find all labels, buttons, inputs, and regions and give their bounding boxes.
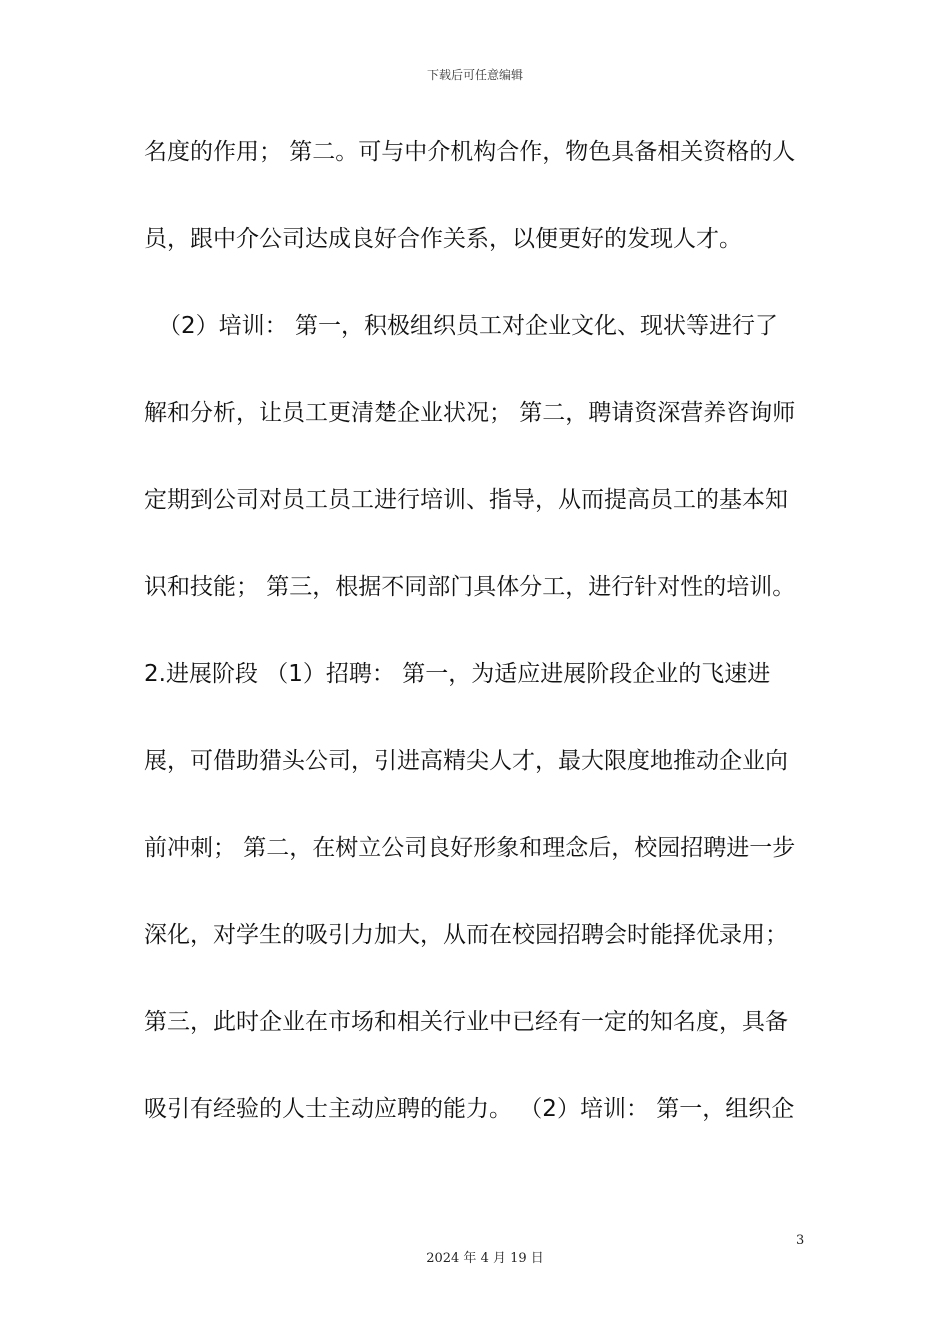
text-line: 展，可借助猎头公司，引进高精尖人才，最大限度地推动企业向 <box>144 748 788 774</box>
text-line: 2.进展阶段 （1）招聘： 第一，为适应进展阶段企业的飞速进 <box>144 661 771 687</box>
text-line: 解和分析，让员工更清楚企业状况； 第二，聘请资深营养咨询师 <box>144 400 796 426</box>
text-line: 前冲刺； 第二，在树立公司良好形象和理念后，校园招聘进一步 <box>144 835 796 861</box>
footer-date: 2024 年 4 月 19 日 <box>426 1251 544 1266</box>
text-line: 定期到公司对员工员工进行培训、指导，从而提高员工的基本知 <box>144 487 788 513</box>
text-line: 识和技能； 第三，根据不同部门具体分工，进行针对性的培训。 <box>144 574 796 600</box>
text-line: 名度的作用； 第二。可与中介机构合作，物色具备相关资格的人 <box>144 139 796 165</box>
page-number: 3 <box>796 1233 805 1248</box>
page-header: 下载后可任意编辑 <box>426 68 523 82</box>
text-line: 第三，此时企业在市场和相关行业中已经有一定的知名度，具备 <box>144 1009 788 1035</box>
text-line: 员，跟中介公司达成良好合作关系，以便更好的发现人才。 <box>144 226 742 252</box>
text-line: 吸引有经验的人士主动应聘的能力。 （2）培训： 第一，组织企 <box>144 1096 795 1122</box>
text-line: （2）培训： 第一，积极组织员工对企业文化、现状等进行了 <box>158 313 778 339</box>
text-line: 深化，对学生的吸引力加大，从而在校园招聘会时能择优录用； <box>144 922 788 948</box>
